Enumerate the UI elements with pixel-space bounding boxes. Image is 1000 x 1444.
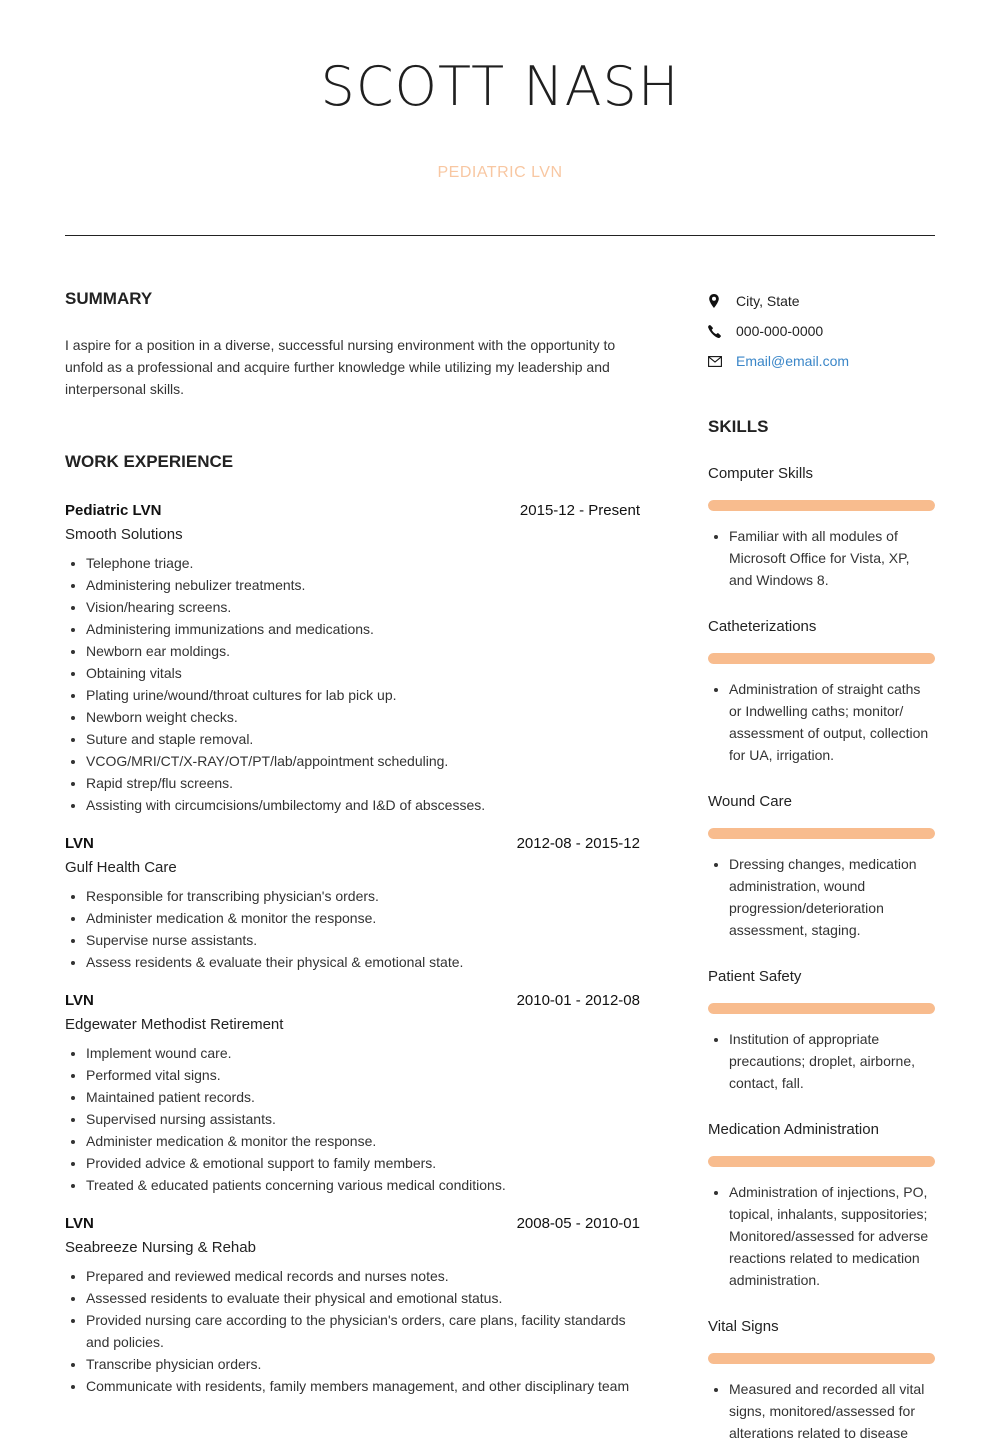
job-bullet: • Vision/hearing screens. <box>86 596 640 618</box>
phone-icon <box>708 325 736 338</box>
skill-item <box>708 967 935 1094</box>
job-bullet: • Obtaining vitals <box>86 662 640 684</box>
contact-email[interactable] <box>708 346 935 376</box>
contact-location <box>708 286 935 316</box>
skill-level-bar <box>708 1156 935 1167</box>
skill-level-fill <box>708 653 935 664</box>
skill-item <box>708 617 935 766</box>
job-bullet: • Rapid strep/flu screens. <box>86 772 640 794</box>
job-bullet: • Maintained patient records. <box>86 1086 640 1108</box>
job-title: LVN <box>65 1215 94 1232</box>
skill-name: Patient Safety <box>708 968 802 985</box>
skill-detail: • Institution of appropriate precautions; droplet, airborne, contact, fall. <box>729 1028 935 1094</box>
job-company: Seabreeze Nursing & Rehab <box>65 1239 256 1256</box>
candidate-name: SCOTT NASH <box>320 55 680 118</box>
skill-item <box>708 1317 935 1444</box>
job-bullet: • VCOG/MRI/CT/X-RAY/OT/PT/lab/appointment scheduling. <box>86 750 640 772</box>
skill-detail: • Dressing changes, medication administration, wound progression/deterioration assessment, staging. <box>729 853 935 941</box>
job-header <box>65 1214 640 1234</box>
skill-level-bar <box>708 500 935 511</box>
job-bullet: • Performed vital signs. <box>86 1064 640 1086</box>
main-column <box>65 288 640 1397</box>
skill-level-bar <box>708 1353 935 1364</box>
job-dates: 2008-05 - 2010-01 <box>516 1215 640 1232</box>
job-entry <box>65 834 640 973</box>
summary-heading: SUMMARY <box>65 289 153 308</box>
skill-detail: • Administration of injections, PO, topical, inhalants, suppositories; Monitored/assessed for adverse reactions related to medication administration. <box>729 1181 935 1291</box>
skill-level-bar <box>708 653 935 664</box>
job-bullets <box>65 1265 640 1397</box>
job-bullet: • Plating urine/wound/throat cultures for lab pick up. <box>86 684 640 706</box>
job-bullet: • Implement wound care. <box>86 1042 640 1064</box>
job-bullet: • Prepared and reviewed medical records and nurses notes. <box>86 1265 640 1287</box>
summary-text: I aspire for a position in a diverse, successful nursing environment with the opportunity to unfold as a professional and acquire further knowledge while utilizing my leadership and interpersonal skills. <box>65 337 616 397</box>
job-bullets <box>65 885 640 973</box>
skill-details <box>708 678 935 766</box>
job-company: Gulf Health Care <box>65 859 177 876</box>
job-title: LVN <box>65 835 94 852</box>
skill-level-fill <box>708 1003 935 1014</box>
job-company: Smooth Solutions <box>65 526 183 543</box>
job-company: Edgewater Methodist Retirement <box>65 1016 284 1033</box>
job-entry <box>65 991 640 1196</box>
job-list <box>65 501 640 1397</box>
skill-level-bar <box>708 828 935 839</box>
job-bullet: • Supervise nurse assistants. <box>86 929 640 951</box>
job-dates: 2010-01 - 2012-08 <box>516 992 640 1009</box>
skill-name: Vital Signs <box>708 1318 779 1335</box>
job-header <box>65 501 640 521</box>
job-bullet: • Responsible for transcribing physician's orders. <box>86 885 640 907</box>
side-column <box>708 286 935 1444</box>
contact-phone <box>708 316 935 346</box>
job-title: Pediatric LVN <box>65 502 162 519</box>
job-header <box>65 834 640 854</box>
skill-item <box>708 1120 935 1291</box>
job-bullets <box>65 552 640 816</box>
skill-name: Catheterizations <box>708 618 817 635</box>
skill-level-fill <box>708 1156 935 1167</box>
job-bullet: • Assisting with circumcisions/umbilectomy and I&D of abscesses. <box>86 794 640 816</box>
skill-details <box>708 853 935 941</box>
skill-level-fill <box>708 500 935 511</box>
job-bullet: • Supervised nursing assistants. <box>86 1108 640 1130</box>
job-bullet: • Provided advice & emotional support to family members. <box>86 1152 640 1174</box>
job-bullet: • Newborn weight checks. <box>86 706 640 728</box>
skill-details <box>708 1181 935 1291</box>
job-dates: 2015-12 - Present <box>519 502 640 519</box>
job-dates: 2012-08 - 2015-12 <box>516 835 640 852</box>
skill-item <box>708 792 935 941</box>
job-header <box>65 991 640 1011</box>
candidate-role: PEDIATRIC LVN <box>437 164 563 181</box>
job-entry <box>65 1214 640 1397</box>
skill-details <box>708 525 935 591</box>
job-bullet: • Treated & educated patients concerning various medical conditions. <box>86 1174 640 1196</box>
location-text: City, State <box>736 293 800 309</box>
skill-name: Medication Administration <box>708 1121 879 1138</box>
job-bullet: • Administering immunizations and medications. <box>86 618 640 640</box>
job-title: LVN <box>65 992 94 1009</box>
skill-details <box>708 1378 935 1444</box>
job-bullet: • Transcribe physician orders. <box>86 1353 640 1375</box>
job-entry <box>65 501 640 816</box>
skill-name: Computer Skills <box>708 465 814 482</box>
job-bullet: • Communicate with residents, family members management, and other disciplinary team <box>86 1375 640 1397</box>
skill-item <box>708 464 935 591</box>
job-bullet: • Administer medication & monitor the response. <box>86 1130 640 1152</box>
job-bullets <box>65 1042 640 1196</box>
skill-level-bar <box>708 1003 935 1014</box>
skill-list <box>708 464 935 1444</box>
job-bullet: • Administer medication & monitor the response. <box>86 907 640 929</box>
job-bullet: • Assessed residents to evaluate their physical and emotional status. <box>86 1287 640 1309</box>
phone-text: 000-000-0000 <box>736 323 824 339</box>
job-bullet: • Suture and staple removal. <box>86 728 640 750</box>
skills-heading: SKILLS <box>708 417 769 436</box>
job-bullet: • Provided nursing care according to the physician's orders, care plans, facility standards and policies. <box>86 1309 640 1353</box>
skill-detail: • Measured and recorded all vital signs, monitored/assessed for alterations related to disease <box>729 1378 935 1444</box>
skill-details <box>708 1028 935 1094</box>
header-divider <box>65 235 935 236</box>
skill-detail: • Familiar with all modules of Microsoft Office for Vista, XP, and Windows 8. <box>729 525 935 591</box>
job-bullet: • Administering nebulizer treatments. <box>86 574 640 596</box>
skill-level-fill <box>708 1353 935 1364</box>
skill-name: Wound Care <box>708 793 792 810</box>
email-link[interactable]: Email@email.com <box>736 353 850 369</box>
skill-level-fill <box>708 828 935 839</box>
job-bullet: • Newborn ear moldings. <box>86 640 640 662</box>
work-experience-heading: WORK EXPERIENCE <box>65 452 234 471</box>
envelope-icon <box>708 356 736 367</box>
map-pin-icon <box>708 294 736 308</box>
job-bullet: • Assess residents & evaluate their physical & emotional state. <box>86 951 640 973</box>
skill-detail: • Administration of straight caths or Indwelling caths; monitor/ assessment of output, collection for UA, irrigation. <box>729 678 935 766</box>
job-bullet: • Telephone triage. <box>86 552 640 574</box>
